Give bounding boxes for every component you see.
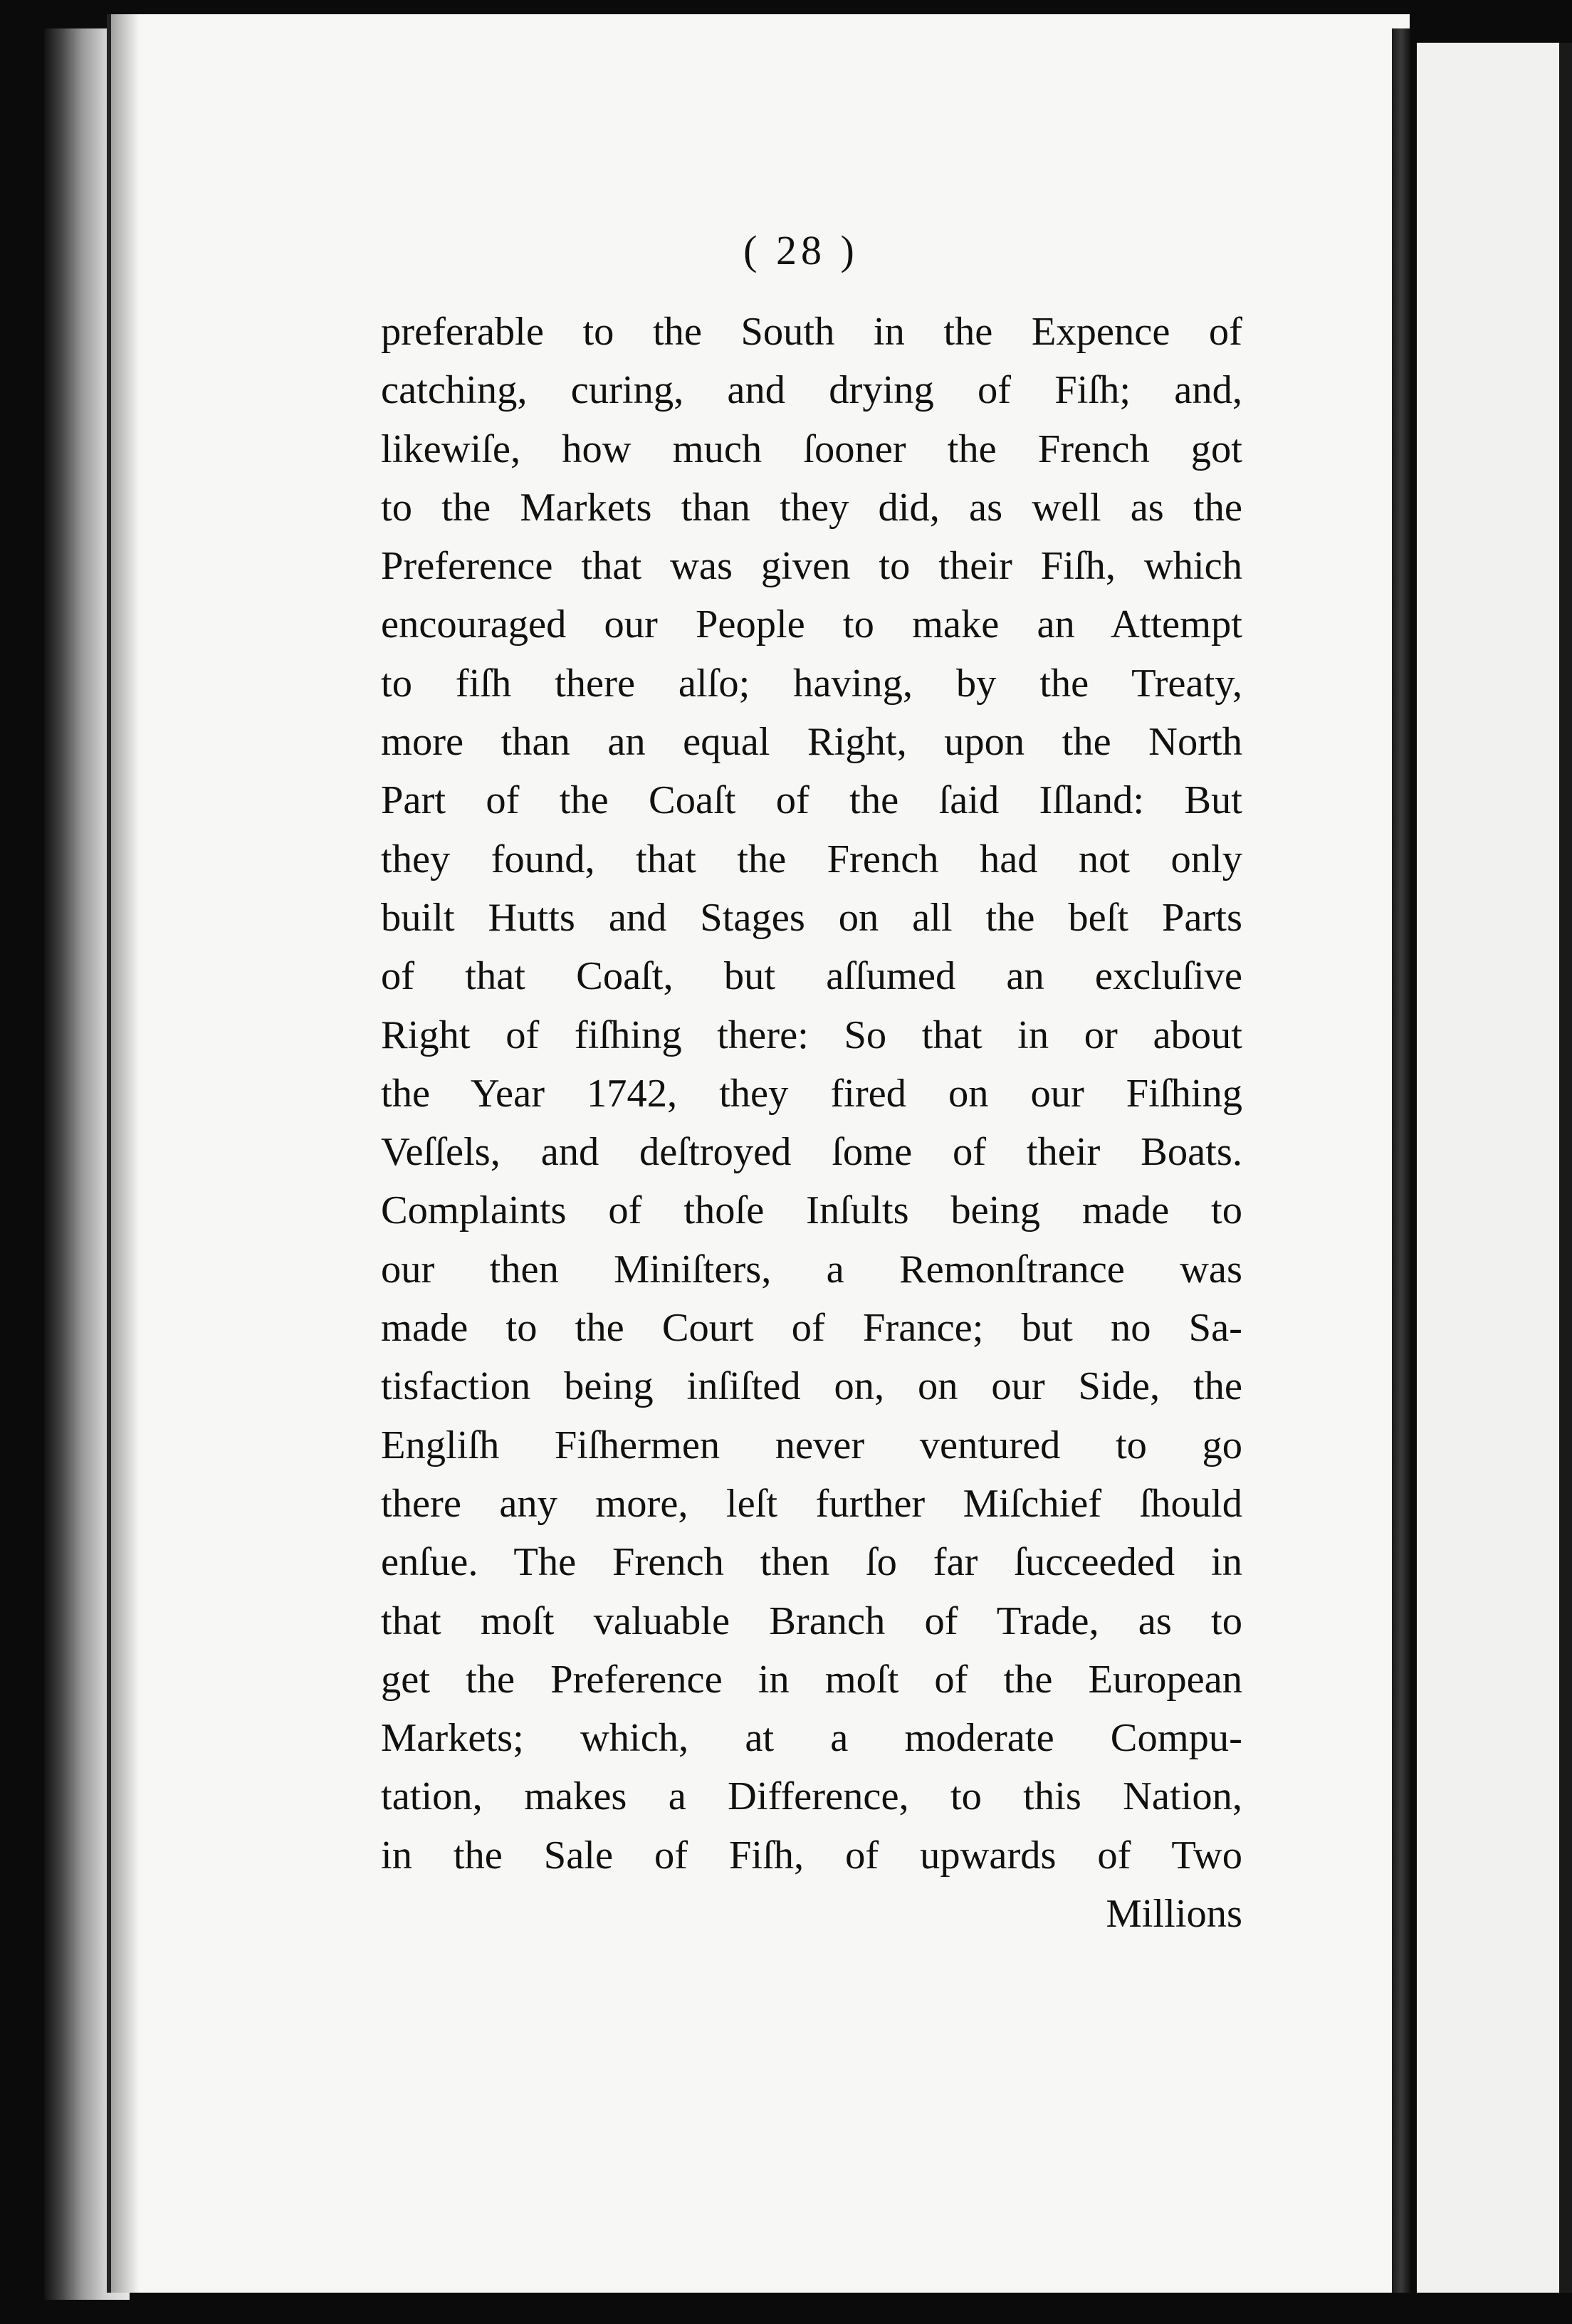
text-line: made to the Court of France; but no Sa- (381, 1306, 1242, 1351)
text-line: likewiſe, how much ſooner the French got (381, 426, 1242, 471)
text-line: preferable to the South in the Expence of (381, 310, 1242, 354)
text-line: catching, curing, and drying of Fiſh; and, (381, 368, 1242, 413)
catchword: Millions (1106, 1892, 1242, 1937)
body-text (381, 303, 1242, 1943)
text-line: built Hutts and Stages on all the beſt Parts (381, 895, 1242, 940)
text-line: Veſſels, and deſtroyed ſome of their Boats. (381, 1130, 1242, 1175)
text-line: tisfaction being inſiſted on, on our Side, the (381, 1364, 1242, 1409)
text-line: the Year 1742, they fired on our Fiſhing (381, 1071, 1242, 1116)
text-line: Part of the Coaſt of the ſaid Iſland: But (381, 778, 1242, 823)
text-line: that moſt valuable Branch of Trade, as to (381, 1598, 1242, 1643)
text-line: encouraged our People to make an Attempt (381, 602, 1242, 647)
text-line: Markets; which, at a moderate Compu- (381, 1716, 1242, 1761)
text-line: Preference that was given to their Fiſh, which (381, 544, 1242, 589)
text-line: in the Sale of Fiſh, of upwards of Two (381, 1833, 1242, 1878)
text-line: Right of fiſhing there: So that in or about (381, 1012, 1242, 1057)
page-fold (1392, 28, 1410, 2293)
text-line: there any more, leſt further Miſchief ſhould (381, 1481, 1242, 1526)
text-line: of that Coaſt, but aſſumed an excluſive (381, 954, 1242, 999)
text-line: get the Preference in moſt of the European (381, 1657, 1242, 1702)
text-line: to fiſh there alſo; having, by the Treaty, (381, 661, 1242, 706)
text-line: to the Markets than they did, as well as the (381, 485, 1242, 530)
facing-page-edge (1559, 43, 1572, 2293)
text-line: Engliſh Fiſhermen never ventured to go (381, 1423, 1242, 1467)
text-line: tation, makes a Difference, to this Nation, (381, 1774, 1242, 1819)
text-line: Complaints of thoſe Inſults being made to (381, 1188, 1242, 1233)
page-number: ( 28 ) (743, 227, 859, 273)
facing-page (1417, 43, 1572, 2293)
text-line: enſue. The French then ſo far ſucceeded in (381, 1540, 1242, 1585)
text-line: more than an equal Right, upon the North (381, 720, 1242, 765)
text-line: our then Miniſters, a Remonſtrance was (381, 1247, 1242, 1292)
text-line: they found, that the French had not only (381, 837, 1242, 881)
